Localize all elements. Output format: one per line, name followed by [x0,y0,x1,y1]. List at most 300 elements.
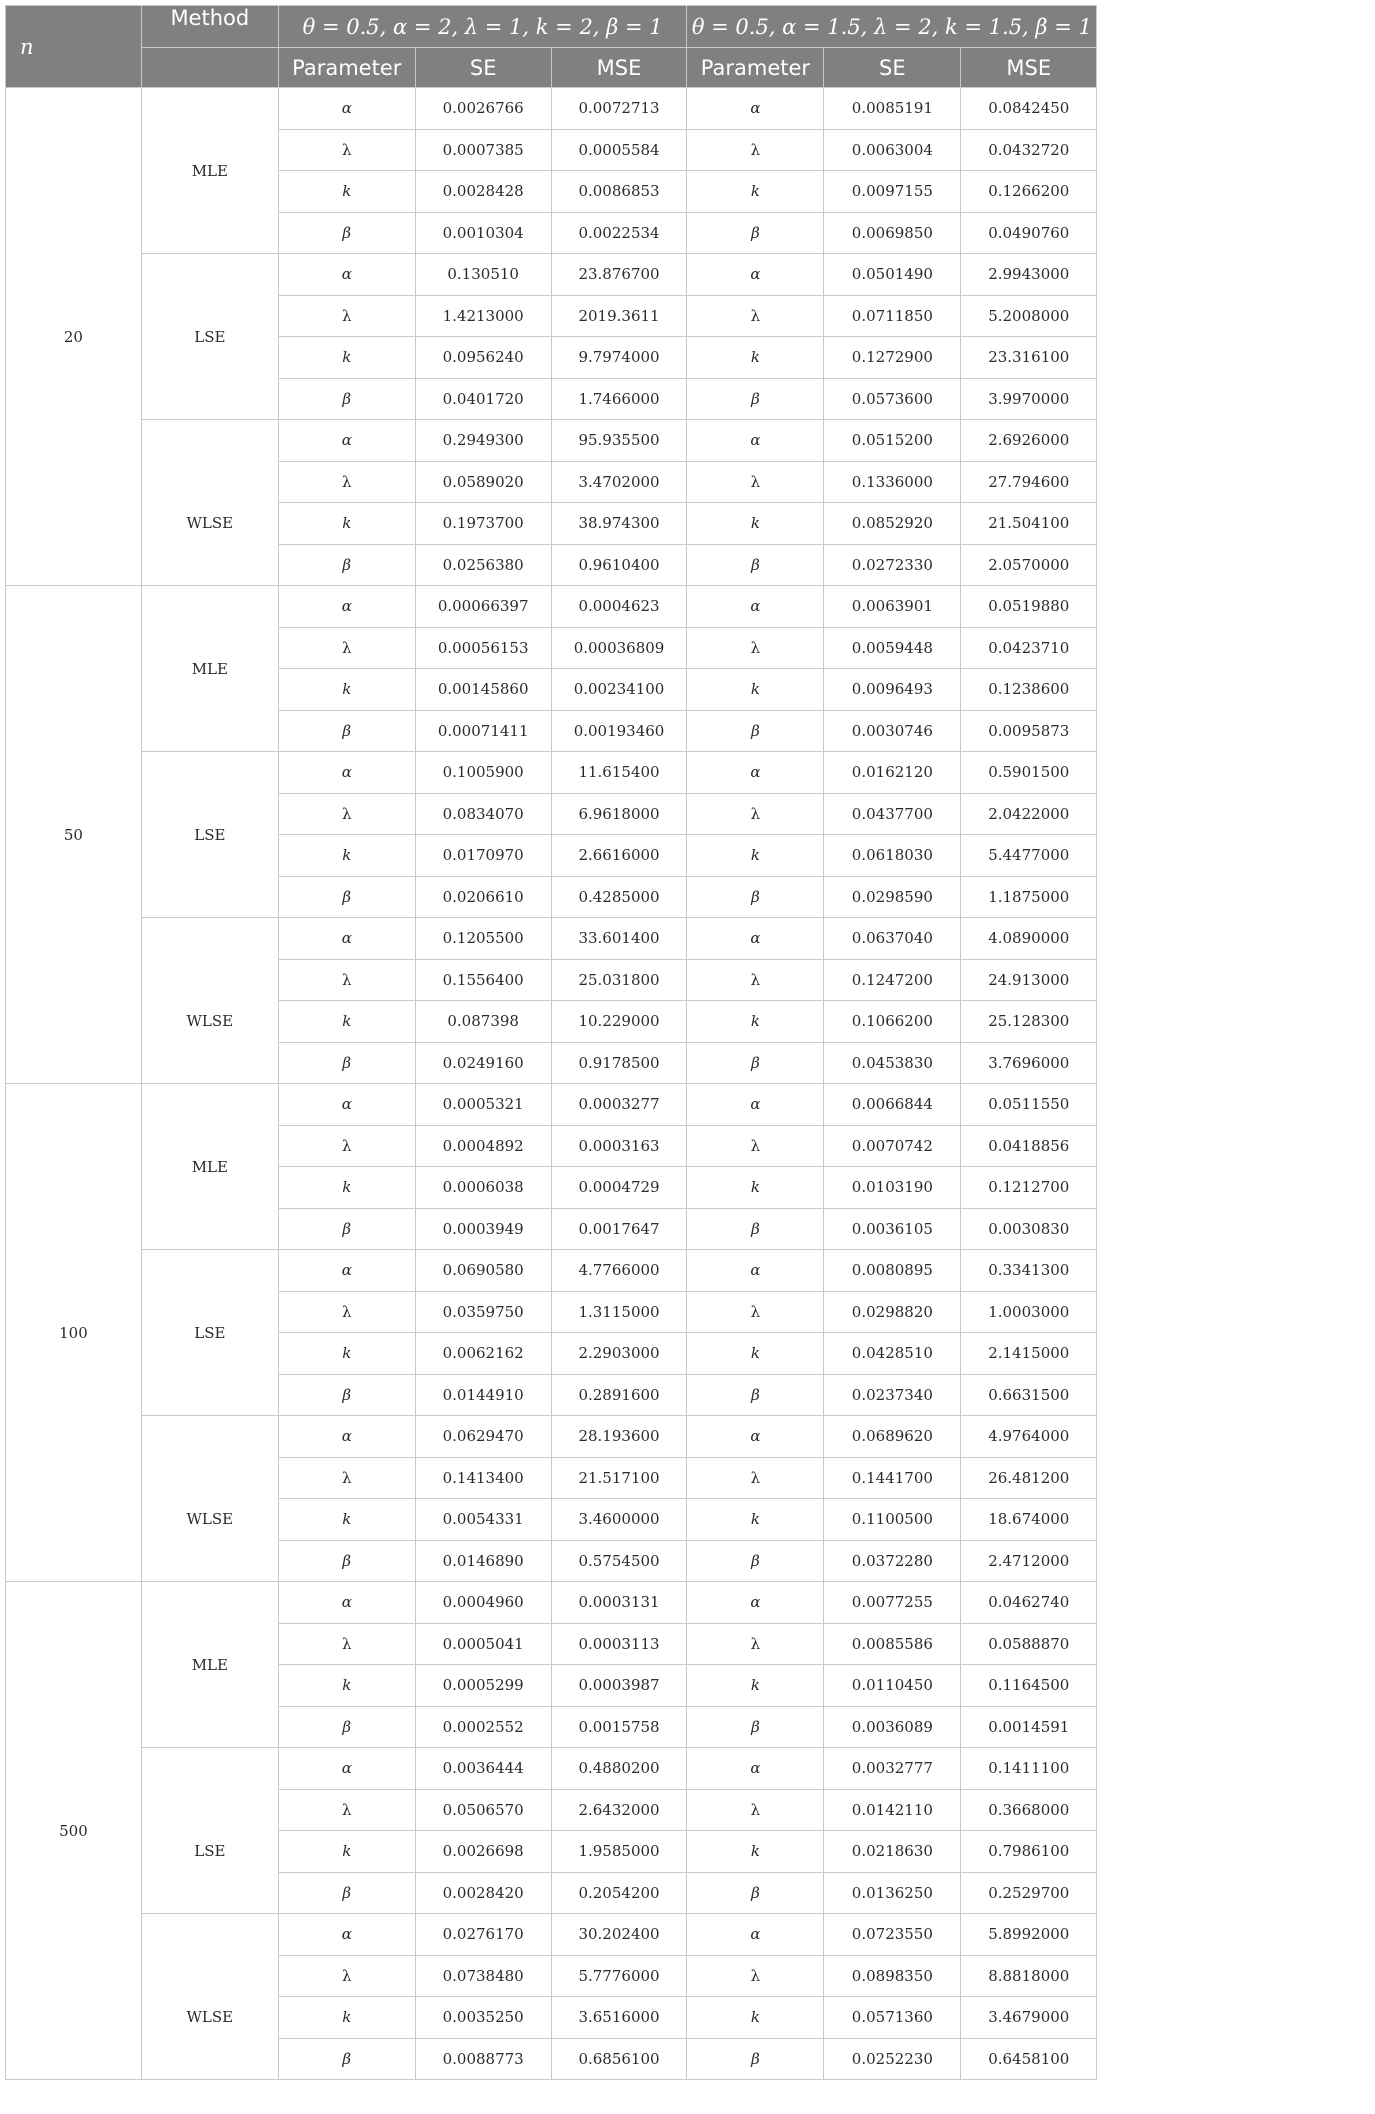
mse-cell-1: 33.601400 [551,918,687,960]
parameter-cell: k [278,669,415,711]
mse-cell-1: 0.4880200 [551,1748,687,1790]
se-cell-1: 0.0834070 [415,793,551,835]
parameter-cell: β [687,2038,824,2080]
se-cell-1: 0.00056153 [415,627,551,669]
se-cell-1: 0.0003949 [415,1208,551,1250]
se-cell-1: 0.0026698 [415,1831,551,1873]
se-cell-2: 0.0036089 [824,1706,961,1748]
se-cell-2: 0.0428510 [824,1333,961,1375]
se-cell-1: 1.4213000 [415,295,551,337]
se-cell-1: 0.0276170 [415,1914,551,1956]
mse-cell-2: 0.5901500 [961,752,1097,794]
mse-cell-1: 0.6856100 [551,2038,687,2080]
mse-cell-1: 0.0086853 [551,171,687,213]
method-cell: MLE [141,88,278,254]
se-cell-2: 0.0515200 [824,420,961,462]
mse-cell-2: 0.6458100 [961,2038,1097,2080]
parameter-cell: λ [278,461,415,503]
parameter-cell: λ [278,1789,415,1831]
parameter-cell: α [687,752,824,794]
mse-cell-1: 25.031800 [551,959,687,1001]
parameter-cell: λ [687,461,824,503]
se-cell-1: 0.0956240 [415,337,551,379]
mse-cell-1: 38.974300 [551,503,687,545]
parameter-cell: k [278,1499,415,1541]
parameter-cell: β [278,378,415,420]
mse-cell-2: 23.316100 [961,337,1097,379]
se-cell-2: 0.1066200 [824,1001,961,1043]
se-cell-1: 0.1005900 [415,752,551,794]
se-cell-1: 0.0005299 [415,1665,551,1707]
parameter-cell: α [687,1084,824,1126]
parameter-cell: k [278,171,415,213]
se-cell-2: 0.1272900 [824,337,961,379]
se-cell-2: 0.1247200 [824,959,961,1001]
mse-cell-1: 0.0017647 [551,1208,687,1250]
mse-cell-1: 28.193600 [551,1416,687,1458]
mse-cell-2: 5.2008000 [961,295,1097,337]
parameter-cell: α [687,1582,824,1624]
se-cell-1: 0.0738480 [415,1955,551,1997]
parameter-cell: β [687,1374,824,1416]
parameter-cell: k [278,1167,415,1209]
se-cell-1: 0.0206610 [415,876,551,918]
se-cell-2: 0.0298590 [824,876,961,918]
se-cell-2: 0.0272330 [824,544,961,586]
se-cell-2: 0.0437700 [824,793,961,835]
se-cell-1: 0.0054331 [415,1499,551,1541]
se-cell-1: 0.087398 [415,1001,551,1043]
parameter-cell: β [687,544,824,586]
parameter-cell: λ [687,1955,824,1997]
parameter-cell: β [278,212,415,254]
parameter-cell: k [278,835,415,877]
mse-cell-1: 0.0022534 [551,212,687,254]
table-row [6,918,1369,960]
se-cell-2: 0.0142110 [824,1789,961,1831]
mse-cell-1: 0.00036809 [551,627,687,669]
mse-cell-2: 24.913000 [961,959,1097,1001]
se-cell-1: 0.1556400 [415,959,551,1001]
parameter-cell: k [687,1997,824,2039]
mse-cell-1: 1.7466000 [551,378,687,420]
se-cell-2: 0.0103190 [824,1167,961,1209]
mse-cell-2: 21.504100 [961,503,1097,545]
parameter-cell: λ [687,1789,824,1831]
se-cell-1: 0.0144910 [415,1374,551,1416]
parameter-cell: β [687,1042,824,1084]
mse-cell-1: 5.7776000 [551,1955,687,1997]
mse-cell-2: 2.6926000 [961,420,1097,462]
se-cell-1: 0.0007385 [415,129,551,171]
se-cell-1: 0.0062162 [415,1333,551,1375]
mse-cell-1: 30.202400 [551,1914,687,1956]
parameter-cell: λ [687,1291,824,1333]
parameter-cell: k [278,1997,415,2039]
mse-cell-2: 0.0490760 [961,212,1097,254]
mse-cell-1: 0.00234100 [551,669,687,711]
parameter-cell: β [278,544,415,586]
se-cell-1: 0.00071411 [415,710,551,752]
parameter-cell: α [278,1748,415,1790]
table-row [6,752,1369,794]
se-cell-2: 0.0063004 [824,129,961,171]
se-cell-2: 0.0080895 [824,1250,961,1292]
parameter-cell: β [278,2038,415,2080]
parameter-cell: β [278,1042,415,1084]
mse-cell-1: 0.5754500 [551,1540,687,1582]
mse-cell-1: 0.4285000 [551,876,687,918]
parameter-cell: k [687,1665,824,1707]
parameter-cell: β [687,876,824,918]
method-cell: LSE [141,1250,278,1416]
table-row [6,1582,1369,1624]
parameter-cell: α [687,420,824,462]
se-cell-1: 0.0035250 [415,1997,551,2039]
table-row [6,586,1369,628]
mse-cell-2: 26.481200 [961,1457,1097,1499]
mse-cell-1: 10.229000 [551,1001,687,1043]
parameter-cell: α [278,1084,415,1126]
mse-cell-1: 2.2903000 [551,1333,687,1375]
parameter-cell: λ [687,295,824,337]
method-cell: MLE [141,1582,278,1748]
mse-cell-2: 0.0588870 [961,1623,1097,1665]
se-cell-2: 0.0059448 [824,627,961,669]
parameter-cell: k [278,503,415,545]
parameter-cell: λ [687,959,824,1001]
se-cell-2: 0.0070742 [824,1125,961,1167]
mse-cell-2: 2.1415000 [961,1333,1097,1375]
method-cell: WLSE [141,1416,278,1582]
parameter-cell: α [687,918,824,960]
parameter-cell: α [278,1416,415,1458]
mse-cell-1: 0.0072713 [551,88,687,130]
mse-cell-1: 0.9610400 [551,544,687,586]
parameter-cell: k [278,1001,415,1043]
parameter-cell: α [278,586,415,628]
se-cell-1: 0.0401720 [415,378,551,420]
mse-cell-1: 0.00193460 [551,710,687,752]
col-mse-1: MSE [551,48,687,88]
mse-cell-2: 0.0842450 [961,88,1097,130]
mse-cell-1: 0.0003987 [551,1665,687,1707]
mse-cell-2: 2.4712000 [961,1540,1097,1582]
col-parameter-2: Parameter [687,48,824,88]
mse-cell-2: 5.8992000 [961,1914,1097,1956]
se-cell-1: 0.00066397 [415,586,551,628]
se-cell-1: 0.0629470 [415,1416,551,1458]
se-cell-1: 0.0088773 [415,2038,551,2080]
parameter-cell: k [278,1333,415,1375]
se-cell-2: 0.0711850 [824,295,961,337]
mse-cell-2: 3.9970000 [961,378,1097,420]
parameter-cell: k [687,1001,824,1043]
se-cell-2: 0.0097155 [824,171,961,213]
se-cell-1: 0.0005321 [415,1084,551,1126]
mse-cell-1: 0.9178500 [551,1042,687,1084]
mse-cell-1: 0.0015758 [551,1706,687,1748]
group1-header: θ = 0.5, α = 2, λ = 1, k = 2, β = 1 [278,6,687,48]
mse-cell-2: 2.0422000 [961,793,1097,835]
parameter-cell: λ [687,627,824,669]
mse-cell-1: 1.9585000 [551,1831,687,1873]
mse-cell-2: 0.3341300 [961,1250,1097,1292]
mse-cell-1: 21.517100 [551,1457,687,1499]
parameter-cell: λ [278,129,415,171]
table-row [6,1084,1369,1126]
se-cell-1: 0.0146890 [415,1540,551,1582]
parameter-cell: λ [278,295,415,337]
se-cell-2: 0.0298820 [824,1291,961,1333]
parameter-cell: k [687,1499,824,1541]
table-row [6,1748,1369,1790]
parameter-cell: α [687,254,824,296]
sample-size-cell: 20 [6,88,142,586]
parameter-cell: λ [278,1955,415,1997]
mse-cell-2: 0.0030830 [961,1208,1097,1250]
mse-cell-2: 0.7986100 [961,1831,1097,1873]
se-cell-1: 0.1413400 [415,1457,551,1499]
mse-cell-2: 0.0095873 [961,710,1097,752]
parameter-cell: k [278,1831,415,1873]
mse-cell-2: 25.128300 [961,1001,1097,1043]
mse-cell-1: 4.7766000 [551,1250,687,1292]
parameter-cell: β [278,876,415,918]
method-cell: LSE [141,254,278,420]
parameter-cell: α [687,1748,824,1790]
mse-cell-1: 0.0003277 [551,1084,687,1126]
parameter-cell: λ [278,1291,415,1333]
mse-cell-2: 0.1266200 [961,171,1097,213]
mse-cell-1: 9.7974000 [551,337,687,379]
mse-cell-1: 0.0005584 [551,129,687,171]
table-row [6,88,1369,130]
mse-cell-1: 0.0003163 [551,1125,687,1167]
se-cell-1: 0.00145860 [415,669,551,711]
se-cell-1: 0.130510 [415,254,551,296]
mse-cell-2: 0.0519880 [961,586,1097,628]
parameter-cell: k [687,669,824,711]
se-cell-2: 0.0237340 [824,1374,961,1416]
parameter-cell: λ [278,1125,415,1167]
se-cell-2: 0.0085586 [824,1623,961,1665]
se-cell-2: 0.0898350 [824,1955,961,1997]
mse-cell-2: 8.8818000 [961,1955,1097,1997]
mse-cell-1: 1.3115000 [551,1291,687,1333]
mse-cell-1: 0.0003131 [551,1582,687,1624]
se-cell-2: 0.0136250 [824,1872,961,1914]
mse-cell-2: 0.0418856 [961,1125,1097,1167]
parameter-cell: β [278,1208,415,1250]
mse-cell-2: 0.1164500 [961,1665,1097,1707]
mse-cell-2: 0.1238600 [961,669,1097,711]
se-cell-2: 0.0501490 [824,254,961,296]
mse-cell-1: 0.0004623 [551,586,687,628]
mse-cell-2: 18.674000 [961,1499,1097,1541]
parameter-cell: α [278,1914,415,1956]
parameter-cell: β [278,1706,415,1748]
mse-cell-2: 5.4477000 [961,835,1097,877]
method-cell: WLSE [141,420,278,586]
parameter-cell: β [278,1540,415,1582]
n-header: n [6,6,142,88]
mse-cell-1: 11.615400 [551,752,687,794]
se-cell-2: 0.0096493 [824,669,961,711]
se-cell-2: 0.0110450 [824,1665,961,1707]
sample-size-cell: 100 [6,1084,142,1582]
parameter-cell: k [278,337,415,379]
table-row [6,420,1369,462]
se-cell-2: 0.0077255 [824,1582,961,1624]
method-header: Method [141,6,278,48]
parameter-cell: k [687,1831,824,1873]
parameter-cell: λ [278,627,415,669]
se-cell-1: 0.0028420 [415,1872,551,1914]
parameter-cell: α [278,1250,415,1292]
se-cell-1: 0.0249160 [415,1042,551,1084]
se-cell-2: 0.1441700 [824,1457,961,1499]
mse-cell-2: 0.1212700 [961,1167,1097,1209]
mse-cell-2: 2.9943000 [961,254,1097,296]
se-cell-1: 0.0036444 [415,1748,551,1790]
parameter-cell: k [687,1333,824,1375]
mse-cell-2: 1.0003000 [961,1291,1097,1333]
parameter-cell: λ [687,1125,824,1167]
table-row [6,1250,1369,1292]
se-cell-1: 0.0002552 [415,1706,551,1748]
mse-cell-2: 0.6631500 [961,1374,1097,1416]
parameter-cell: λ [278,1457,415,1499]
mse-cell-1: 3.4702000 [551,461,687,503]
col-se-1: SE [415,48,551,88]
se-cell-2: 0.0637040 [824,918,961,960]
se-cell-2: 0.0032777 [824,1748,961,1790]
parameter-cell: β [278,1374,415,1416]
se-cell-2: 0.1336000 [824,461,961,503]
se-cell-1: 0.0506570 [415,1789,551,1831]
parameter-cell: β [687,378,824,420]
mse-cell-2: 4.0890000 [961,918,1097,960]
mse-cell-2: 0.3668000 [961,1789,1097,1831]
se-cell-1: 0.0690580 [415,1250,551,1292]
se-cell-1: 0.0026766 [415,88,551,130]
mse-cell-1: 0.0003113 [551,1623,687,1665]
parameter-cell: λ [687,1623,824,1665]
mse-cell-2: 0.0511550 [961,1084,1097,1126]
mse-cell-2: 1.1875000 [961,876,1097,918]
se-cell-2: 0.0689620 [824,1416,961,1458]
method-cell: MLE [141,1084,278,1250]
se-cell-1: 0.0589020 [415,461,551,503]
parameter-cell: k [278,1665,415,1707]
mse-cell-2: 0.1411100 [961,1748,1097,1790]
parameter-cell: k [687,337,824,379]
se-cell-2: 0.0218630 [824,1831,961,1873]
simulation-results-table [5,5,1369,2080]
mse-cell-1: 0.0004729 [551,1167,687,1209]
mse-cell-1: 2.6432000 [551,1789,687,1831]
parameter-cell: α [278,918,415,960]
parameter-cell: β [687,212,824,254]
mse-cell-2: 0.0432720 [961,129,1097,171]
parameter-cell: β [687,1706,824,1748]
se-cell-1: 0.1973700 [415,503,551,545]
mse-cell-1: 6.9618000 [551,793,687,835]
parameter-cell: k [687,171,824,213]
se-cell-2: 0.0852920 [824,503,961,545]
mse-cell-2: 2.0570000 [961,544,1097,586]
mse-cell-1: 0.2891600 [551,1374,687,1416]
se-cell-1: 0.0005041 [415,1623,551,1665]
parameter-cell: k [687,1167,824,1209]
se-cell-1: 0.0256380 [415,544,551,586]
se-cell-2: 0.0069850 [824,212,961,254]
parameter-cell: β [687,710,824,752]
mse-cell-2: 3.4679000 [961,1997,1097,2039]
table-row [6,1914,1369,1956]
parameter-cell: α [278,1582,415,1624]
col-mse-2: MSE [961,48,1097,88]
parameter-cell: k [687,503,824,545]
table-body [6,88,1369,2080]
parameter-cell: α [278,88,415,130]
mse-cell-1: 95.935500 [551,420,687,462]
se-cell-1: 0.0004892 [415,1125,551,1167]
table-row [6,254,1369,296]
mse-cell-1: 3.4600000 [551,1499,687,1541]
se-cell-2: 0.1100500 [824,1499,961,1541]
parameter-cell: λ [278,793,415,835]
parameter-cell: α [687,1914,824,1956]
mse-cell-2: 0.0462740 [961,1582,1097,1624]
se-cell-2: 0.0453830 [824,1042,961,1084]
parameter-cell: λ [687,793,824,835]
se-cell-2: 0.0571360 [824,1997,961,2039]
se-cell-1: 0.0170970 [415,835,551,877]
mse-cell-1: 0.2054200 [551,1872,687,1914]
mse-cell-1: 2.6616000 [551,835,687,877]
se-cell-1: 0.1205500 [415,918,551,960]
se-cell-2: 0.0085191 [824,88,961,130]
se-cell-2: 0.0063901 [824,586,961,628]
se-cell-1: 0.0359750 [415,1291,551,1333]
parameter-cell: β [687,1872,824,1914]
col-parameter-1: Parameter [278,48,415,88]
parameter-cell: λ [687,129,824,171]
sample-size-cell: 50 [6,586,142,1084]
mse-cell-2: 0.2529700 [961,1872,1097,1914]
method-cell: MLE [141,586,278,752]
mse-cell-1: 23.876700 [551,254,687,296]
se-cell-2: 0.0162120 [824,752,961,794]
mse-cell-1: 3.6516000 [551,1997,687,2039]
se-cell-2: 0.0066844 [824,1084,961,1126]
parameter-cell: α [278,752,415,794]
table-row [6,1416,1369,1458]
parameter-cell: α [687,88,824,130]
parameter-cell: α [278,420,415,462]
parameter-cell: β [687,1208,824,1250]
parameter-cell: β [278,1872,415,1914]
parameter-cell: α [687,1250,824,1292]
method-cell: WLSE [141,918,278,1084]
method-header-blank [141,48,278,88]
se-cell-1: 0.0028428 [415,171,551,213]
parameter-cell: λ [687,1457,824,1499]
group2-header: θ = 0.5, α = 1.5, λ = 2, k = 1.5, β = 1 [687,6,1097,48]
col-se-2: SE [824,48,961,88]
